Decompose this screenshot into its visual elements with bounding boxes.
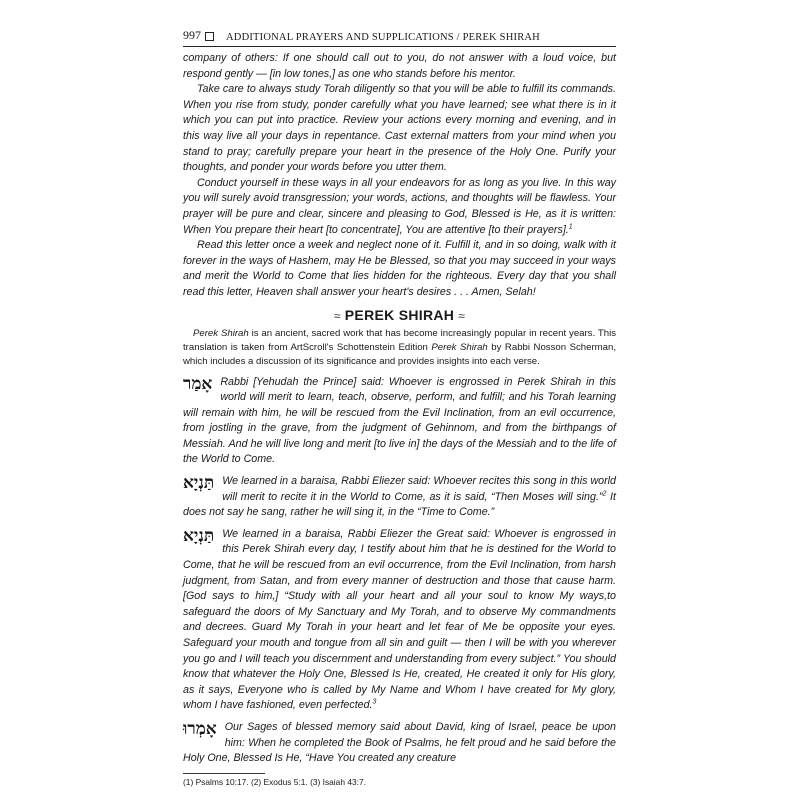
intro-text: is an ancient, sacred work that has become increasingly popular in recent years. This translation is taken from ArtScroll's Schottenstein Edition (183, 327, 616, 353)
intro-note (183, 327, 616, 369)
header-title: ADDITIONAL PRAYERS AND SUPPLICATIONS / PEREK SHIRAH (226, 32, 540, 43)
paragraph-text: Conduct yourself in these ways in all your endeavors for as long as you live. In this way you will surely avoid transgression; your words, actions, and thoughts will be flawless. Your prayer will be pure and clear, sincere and pleasing to God, Blessed is He, as it is written: When You prepare their heart [to concentrate], You are attentive [to their prayers]. (183, 176, 616, 236)
paragraph (183, 176, 616, 238)
intro-italic: Perek Shirah (193, 327, 249, 339)
page-number: 997 (183, 28, 201, 42)
box-ornament-icon (205, 32, 214, 41)
intro-italic: Perek Shirah (431, 341, 488, 353)
right-ornament-icon: ≈ (458, 308, 466, 323)
hebrew-lead-word: אָמְרוּ (183, 718, 217, 739)
footnote-divider (183, 773, 265, 774)
running-header (183, 28, 616, 47)
intro-text: by Rabbi Nosson Scherman, which includes a discussion of its significance and provides insights into each verse. (183, 341, 616, 367)
section-heading (183, 307, 616, 323)
entry-text: We learned in a baraisa, Rabbi Eliezer said: Whoever recites this song in this world will merit to recite it in the World to Come, as it is said, “Then Moses will sing.” (222, 475, 616, 503)
paragraph: Take care to always study Torah diligently so that you will be able to fulfill its commands. When you rise from study, ponder carefully what you have learned; see what there is in it which you can put into practice. Review your actions every morning and evening, and in this way live all your days in repentance. Cast external matters from your mind when you stand to pray; carefully prepare your heart in the presence of the Holy One. Purify your thoughts, and ponder your words before you utter them. (183, 83, 616, 174)
entry-text: Rabbi [Yehudah the Prince] said: Whoever is engrossed in Perek Shirah in this world will merit to learn, teach, observe, perform, and fulfill; and his Torah learning will remain with him, he will be rescued from the Evil Inclination, from an evil occurrence, from jostling in the grave, from the judgment of Gehinnom, and from the birthpangs of Messiah. And he will live long and merit [to live in] the days of the Messiah and to the life of the World to Come. (183, 375, 616, 466)
book-page (183, 28, 616, 787)
section-title: PEREK SHIRAH (344, 306, 455, 323)
entry (183, 375, 616, 469)
entry (183, 527, 616, 714)
hebrew-lead-word: תַּנְיָא (183, 473, 215, 494)
left-ornament-icon: ≈ (333, 308, 341, 323)
footnotes: (1) Psalms 10:17. (2) Exodus 5:1. (3) Isaiah 43:7. (183, 776, 366, 787)
paragraph: company of others: If one should call out to you, do not answer with a loud voice, but respond gently — [in low tones,] as one who stands before his mentor. (183, 52, 616, 80)
hebrew-lead-word: אָמַר (183, 373, 213, 394)
footnote-marker: 1 (568, 222, 573, 230)
entry (183, 474, 616, 521)
entry (183, 720, 616, 767)
hebrew-lead-word: תַּנְיָא (183, 525, 215, 546)
footnote-marker: 2 (602, 490, 607, 498)
letter-text (183, 51, 616, 301)
footnote-marker: 3 (372, 698, 377, 706)
entry-text: We learned in a baraisa, Rabbi Eliezer the Great said: Whoever is engrossed in this Perek Shirah every day, I testify about him that he is destined for the World to Come, that he will be rescued from an evil occurrence, from the Evil Inclination, from harsh judgment, from Satan, and from every manner of destruction and those that cause harm. [God says to him,] “Study with all your heart and all your soul to know My ways,to safeguard the doors of My Sanctuary and My Torah, and to observe My commandments and decrees. Guard My Torah in your heart and let fear of Me be opposite your eyes. Safeguard your mouth and tongue from all sin and guilt — then I will be with you wherever you go and I will teach you discernment and understanding from every subject.” You should know that whatever the Holy One, Blessed Is He, created, He created it only for His glory, as it says, Everyone who is called by My Name and Whom I have created for My glory, whom I have fashioned, even perfected. (183, 527, 616, 712)
paragraph: Read this letter once a week and neglect none of it. Fulfill it, and in so doing, walk with it forever in the ways of Hashem, may He be Blessed, so that you may succeed in your ways and merit the World to Come that lies hidden for the righteous. Every day that you shall read this letter, Heaven shall answer your heart's desires . . . Amen, Selah! (183, 239, 616, 298)
entry-text: It does not say he sang, rather he will sing it, in the “Time to Come.” (183, 490, 616, 519)
entry-text: Our Sages of blessed memory said about David, king of Israel, peace be upon him: When he completed the Book of Psalms, he felt proud and he said before the Holy One, Blessed Is He, “Have You created any creature (183, 720, 616, 765)
